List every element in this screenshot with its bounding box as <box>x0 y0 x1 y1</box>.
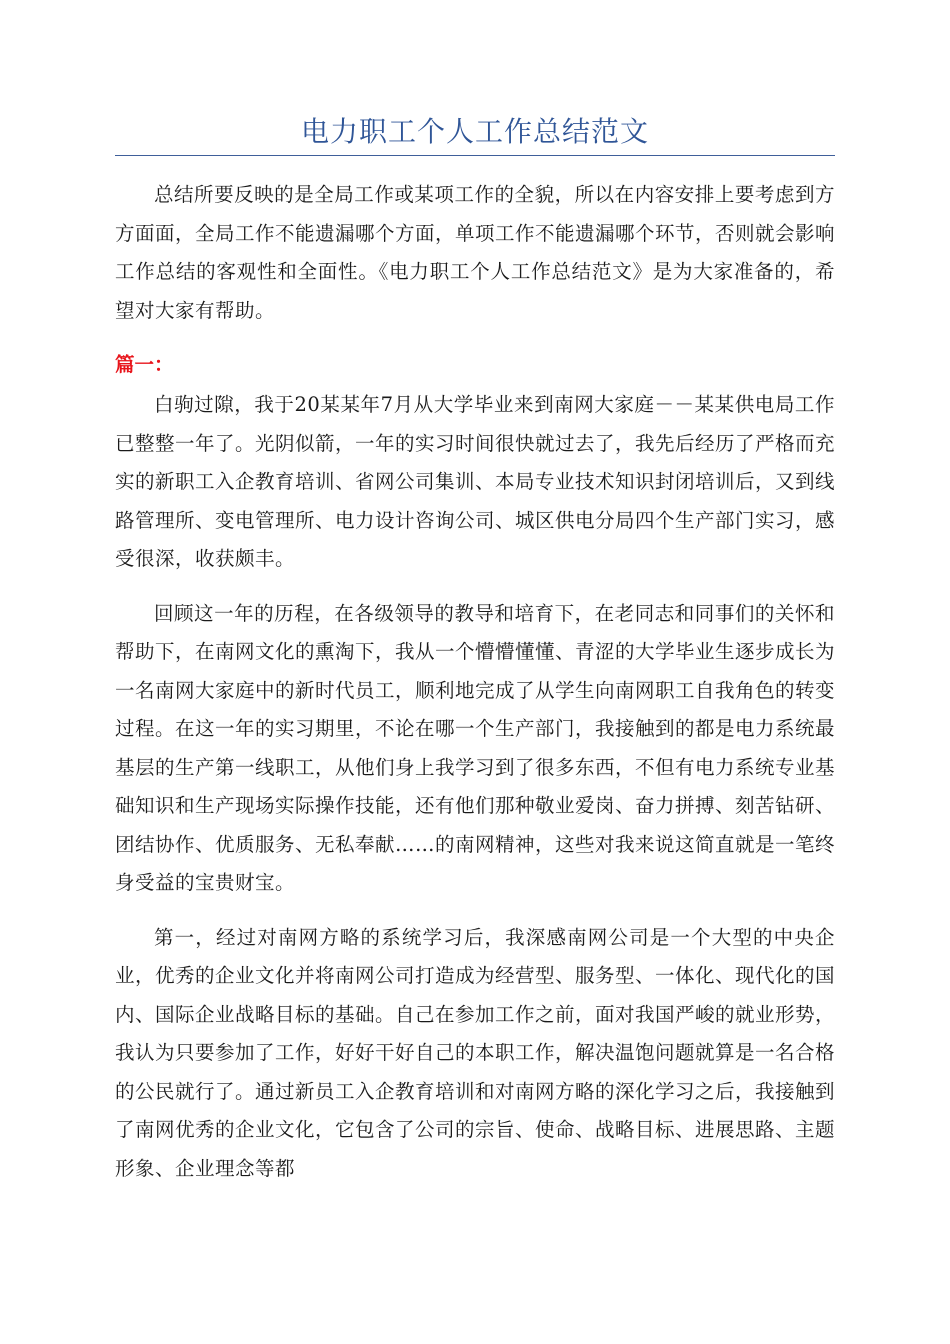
body-paragraph-2: 回顾这一年的历程，在各级领导的教导和培育下，在老同志和同事们的关怀和帮助下，在南网文化的熏淘下，我从一个懵懵懂懂、青涩的大学毕业生逐步成长为一名南网大家庭中的新时代员工，顺利地完成了从学生向南网职工自我角色的转变过程。在这一年的实习期里，不论在哪一个生产部门，我接触到的都是电力系统最基层的生产第一线职工，从他们身上我学习到了很多东西，不但有电力系统专业基础知识和生产现场实际操作技能，还有他们那种敬业爱岗、奋力拼搏、刻苦钻研、团结协作、优质服务、无私奉献……的南网精神，这些对我来说这简直就是一笔终身受益的宝贵财宝。 <box>115 601 836 894</box>
document-page <box>115 112 835 1204</box>
body-paragraph-1: 白驹过隙，我于20某某年7月从大学毕业来到南网大家庭－－某某供电局工作已整整一年了。光阴似箭，一年的实习时间很快就过去了，我先后经历了严格而充实的新职工入企教育培训、省网公司集训、本局专业技术知识封闭培训后，又到线路管理所、变电管理所、电力设计咨询公司、城区供电分局四个生产部门实习，感受很深，收获颇丰。 <box>115 393 836 570</box>
intro-paragraph: 总结所要反映的是全局工作或某项工作的全貌，所以在内容安排上要考虑到方方面面，全局工作不能遗漏哪个方面，单项工作不能遗漏哪个环节，否则就会影响工作总结的客观性和全面性。《电力职工个人工作总结范文》是为大家准备的，希望对大家有帮助。 <box>115 183 836 322</box>
document-title: 电力职工个人工作总结范文 <box>300 115 649 148</box>
section-heading: 篇一： <box>115 353 174 376</box>
body-paragraph-3: 第一，经过对南网方略的系统学习后，我深感南网公司是一个大型的中央企业，优秀的企业文化并将南网公司打造成为经营型、服务型、一体化、现代化的国内、国际企业战略目标的基础。自己在参加工作之前，面对我国严峻的就业形势，我认为只要参加了工作，好好干好自己的本职工作，解决温饱问题就算是一名合格的公民就行了。通过新员工入企教育培训和对南网方略的深化学习之后，我接触到了南网优秀的企业文化，它包含了公司的宗旨、使命、战略目标、进展思路、主题形象、企业理念等都 <box>115 925 836 1180</box>
title-underline-divider <box>115 155 835 156</box>
